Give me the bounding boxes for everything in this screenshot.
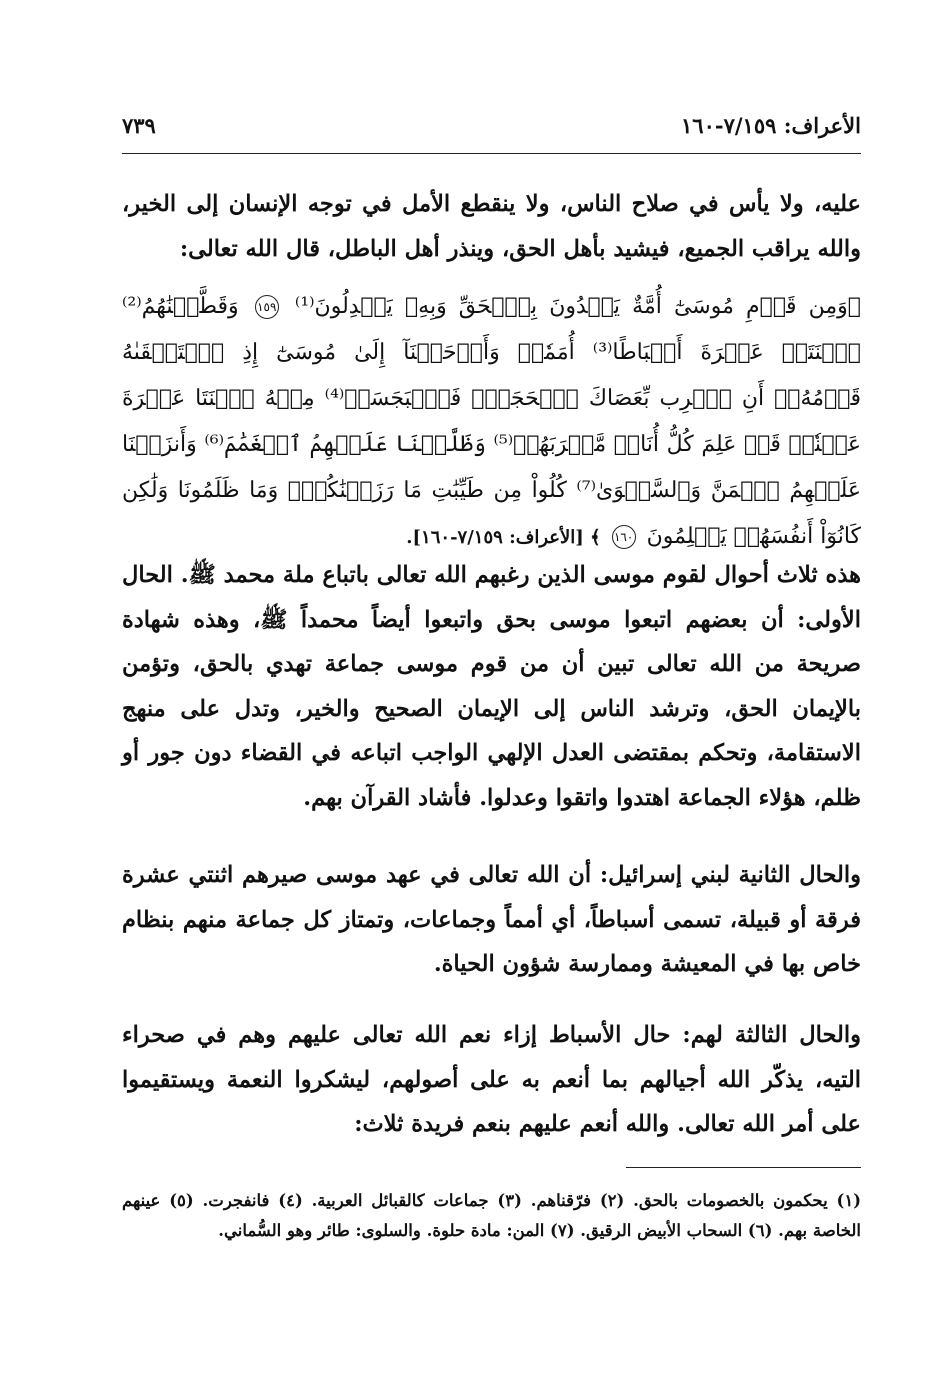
third-state-paragraph: والحال الثالثة لهم: حال الأسباط إزاء نعم الله تعالى عليهم وهم في صحراء التيه، يذكّر الله أجيالهم بما أنعم به على أصولهم، ليشكروا النعمة ويستقيموا على أمر الله تعالى. والله أنعم عليهم بنعم فريدة ثلاث: <box>122 1022 861 1137</box>
quran-verse-block <box>122 284 861 561</box>
running-title: الأعراف: ٧/١٥٩-١٦٠ <box>681 112 861 138</box>
footnote-divider <box>626 1167 861 1168</box>
page-header <box>122 100 861 150</box>
quran-verse-159: ﴿وَمِن قَوۡمِ مُوسَىٰٓ أُمَّةٌ يَهۡدُونَ بِٱلۡحَقِّ وَبِهِۦ يَعۡدِلُونَ⁽¹⁾ <box>294 294 862 319</box>
quran-verse-160: وَقَطَّعۡنَٰهُمُ⁽²⁾ ٱثۡنَتَيۡ عَشۡرَةَ أَسۡبَاطًا⁽³⁾ أُمَمٗاۚ وَأَوۡحَيۡنَآ إِلَىٰ مُوسَىٰٓ إِذِ ٱسۡتَسۡقَىٰهُ قَوۡمُهُۥٓ أَنِ ٱضۡرِب بِّعَصَاكَ ٱلۡحَجَرَۖ فَٱنۢبَجَسَتۡ⁽⁴⁾ مِنۡهُ ٱثۡنَتَا عَشۡرَةَ عَيۡنٗاۖ قَدۡ عَلِمَ كُلُّ أُنَاسٖ مَّشۡرَبَهُمۡ⁽⁵⁾ وَظَلَّلۡنَا عَلَيۡهِمُ ٱلۡغَمَٰمَ⁽⁶⁾ وَأَنزَلۡنَا عَلَيۡهِمُ ٱلۡمَنَّ وَٱلسَّلۡوَىٰ⁽⁷⁾ كُلُواْ مِن طَيِّبَٰتِ مَا رَزَقۡنَٰكُمۡۚ وَمَا ظَلَمُونَا وَلَٰكِن كَانُوٓاْ أَنفُسَهُمۡ يَظۡلِمُونَ <box>122 294 862 549</box>
verse-reference: ﴾ [الأعراف: ٧/١٥٩-١٦٠]. <box>406 527 601 548</box>
first-state-paragraph: هذه ثلاث أحوال لقوم موسى الذين رغبهم الله تعالى باتباع ملة محمد ﷺ. الحال الأولى: أن بعضهم اتبعوا موسى بحق واتبعوا أيضاً محمداً ﷺ، وهذه شهادة صريحة من الله تعالى تبين أن من قوم موسى جماعة تهدي بالحق، وتؤمن بالإيمان الحق، وترشد الناس إلى الإيمان الصحيح والخير، وتدل على منهج الاستقامة، وتحكم بمقتضى العدل الإلهي الواجب اتباعه في القضاء دون جور أو ظلم، هؤلاء الجماعة اهتدوا واتقوا وعدلوا. فأشاد القرآن بهم. <box>122 562 861 811</box>
ayah-number-160: ١٦٠ <box>612 525 636 549</box>
ayah-number-159: ١٥٩ <box>255 295 279 319</box>
page-number: ٧٣٩ <box>122 112 156 138</box>
second-state-paragraph: والحال الثانية لبني إسرائيل: أن الله تعالى في عهد موسى صيرهم اثنتي عشرة فرقة أو قبيلة، تسمى أسباطاً، أي أمماً وجماعات، وتمتاز كل جماعة منهم بنظام خاص بها في المعيشة وممارسة شؤون الحياة. <box>122 862 861 977</box>
header-divider <box>122 153 861 154</box>
footnotes: (١) يحكمون بالخصومات بالحق. (٢) فرّقناهم. (٣) جماعات كالقبائل العربية. (٤) فانفجرت. (٥) عينهم الخاصة بهم. (٦) السحاب الأبيض الرقيق. (٧) المن: مادة حلوة. والسلوى: طائر وهو السُّماني. <box>122 1191 861 1240</box>
intro-paragraph: عليه، ولا يأس في صلاح الناس، ولا ينقطع الأمل في توجه الإنسان إلى الخير، والله يراقب الجميع، فيشيد بأهل الحق، وينذر أهل الباطل، قال الله تعالى: <box>122 191 861 262</box>
